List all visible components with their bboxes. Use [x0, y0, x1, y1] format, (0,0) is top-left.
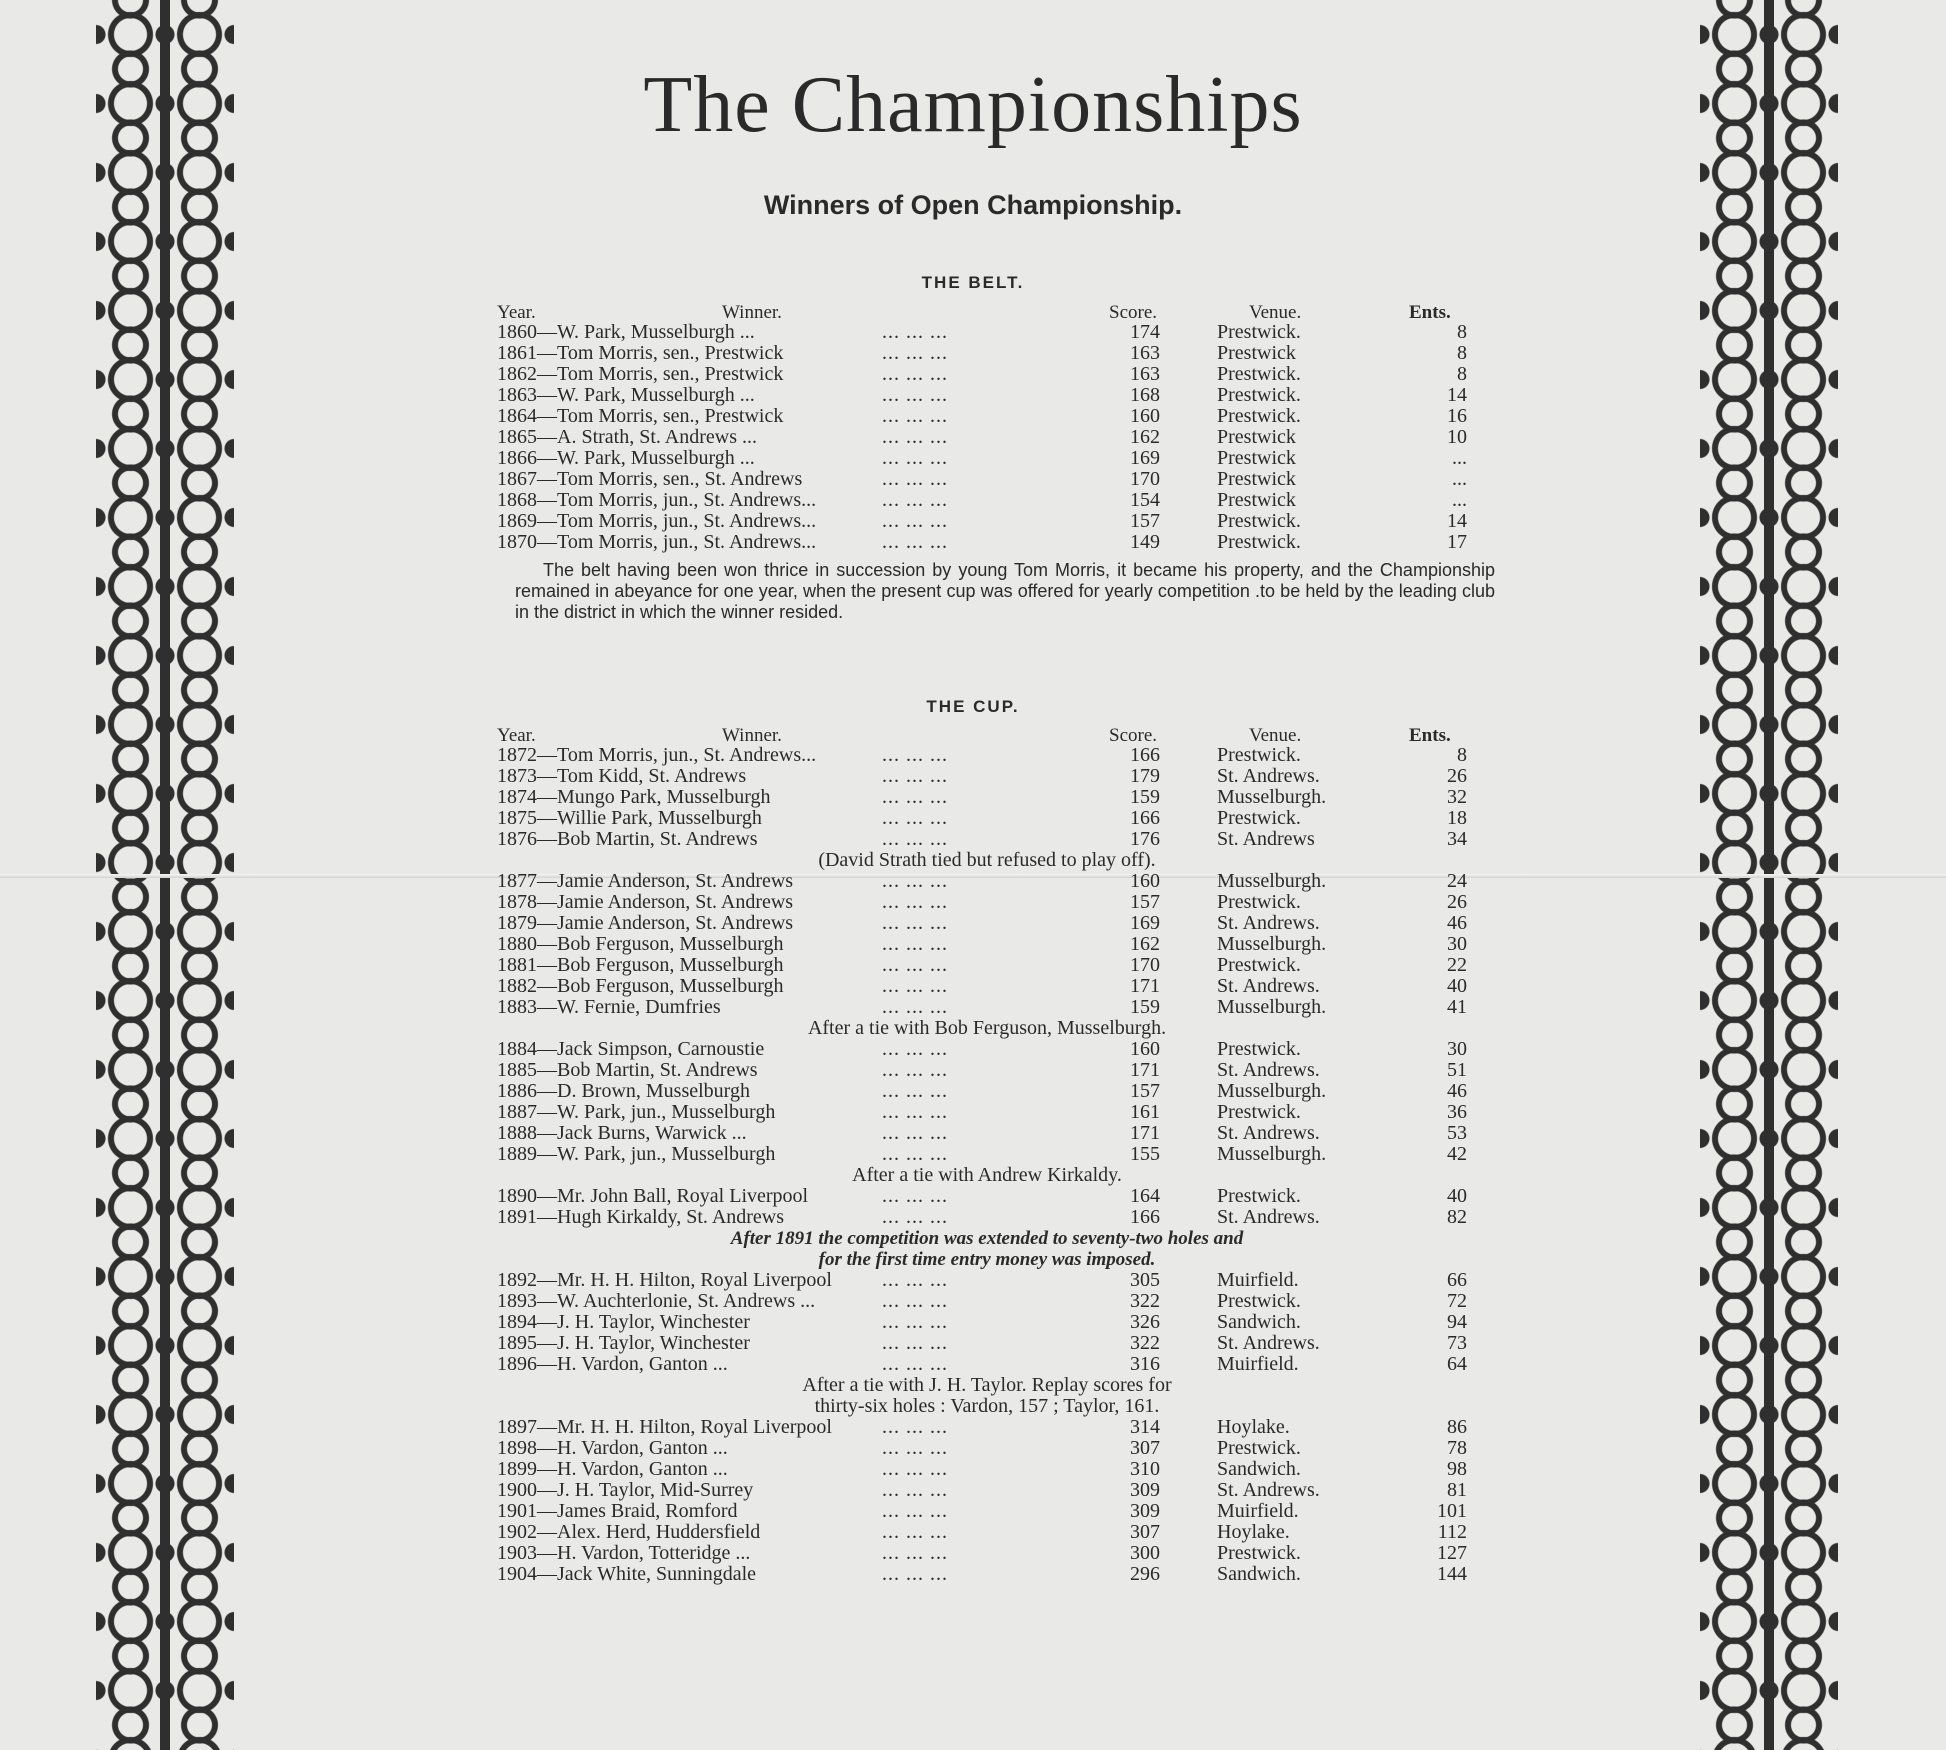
score-cell: 171: [1130, 1059, 1160, 1081]
cup-row: [497, 1501, 1477, 1522]
leader-dots: ... ... ...: [882, 1101, 948, 1123]
score-cell: 157: [1130, 891, 1160, 913]
winner-cell: 1886—D. Brown, Musselburgh: [497, 1080, 750, 1102]
col-year-header: Year.: [497, 725, 536, 746]
leader-dots: ... ... ...: [882, 1290, 948, 1312]
winner-cell: 1901—James Braid, Romford: [497, 1500, 738, 1522]
score-cell: 163: [1130, 342, 1160, 364]
leader-dots: ... ... ...: [882, 1521, 948, 1543]
score-cell: 322: [1130, 1332, 1160, 1354]
ents-cell: 16: [1447, 405, 1467, 427]
score-cell: 310: [1130, 1458, 1160, 1480]
winner-cell: 1881—Bob Ferguson, Musselburgh: [497, 954, 784, 976]
score-cell: 296: [1130, 1563, 1160, 1585]
score-cell: 162: [1130, 426, 1160, 448]
winner-cell: 1880—Bob Ferguson, Musselburgh: [497, 933, 784, 955]
score-cell: 307: [1130, 1521, 1160, 1543]
venue-cell: Prestwick: [1217, 447, 1296, 469]
winner-cell: 1863—W. Park, Musselburgh ...: [497, 384, 755, 406]
cup-row: [497, 1270, 1477, 1291]
leader-dots: ... ... ...: [882, 1563, 948, 1585]
cup-row: [497, 1564, 1477, 1585]
winner-cell: 1899—H. Vardon, Ganton ...: [497, 1458, 728, 1480]
leader-dots: ... ... ...: [882, 1416, 948, 1438]
ents-cell: 8: [1457, 321, 1467, 343]
venue-cell: Prestwick.: [1217, 405, 1301, 427]
ents-cell: 14: [1447, 384, 1467, 406]
leader-dots: ... ... ...: [882, 1185, 948, 1207]
cup-note: After a tie with J. H. Taylor. Replay scores for: [802, 1374, 1172, 1396]
cup-row: [497, 934, 1477, 955]
venue-cell: Musselburgh.: [1217, 870, 1327, 892]
ents-cell: ...: [1452, 468, 1467, 490]
leader-dots: ... ... ...: [882, 1143, 948, 1165]
winner-cell: 1892—Mr. H. H. Hilton, Royal Liverpool: [497, 1269, 832, 1291]
score-cell: 309: [1130, 1500, 1160, 1522]
venue-cell: St. Andrews: [1217, 828, 1315, 850]
venue-cell: Prestwick.: [1217, 1290, 1301, 1312]
venue-cell: Prestwick: [1217, 342, 1296, 364]
leader-dots: ... ... ...: [882, 1500, 948, 1522]
venue-cell: Prestwick.: [1217, 510, 1301, 532]
leader-dots: ... ... ...: [882, 1353, 948, 1375]
ents-cell: 82: [1447, 1206, 1467, 1228]
leader-dots: ... ... ...: [882, 996, 948, 1018]
ents-cell: 64: [1447, 1353, 1467, 1375]
score-cell: 154: [1130, 489, 1160, 511]
col-venue-header: Venue.: [1249, 725, 1302, 746]
venue-cell: St. Andrews.: [1217, 765, 1320, 787]
leader-dots: ... ... ...: [882, 510, 948, 532]
venue-cell: St. Andrews.: [1217, 1206, 1320, 1228]
col-venue-header: Venue.: [1249, 302, 1302, 323]
winner-cell: 1868—Tom Morris, jun., St. Andrews...: [497, 489, 817, 511]
cup-row: [497, 1543, 1477, 1564]
ents-cell: 8: [1457, 342, 1467, 364]
belt-rows: [497, 322, 1477, 553]
score-cell: 157: [1130, 1080, 1160, 1102]
winner-cell: 1887—W. Park, jun., Musselburgh: [497, 1101, 776, 1123]
belt-paragraph: The belt having been won thrice in succession by young Tom Morris, it became his property, and the Championship remained in abeyance for one year, when the present cup was offered for yearly competition .to be held by the leading club in the district in which the winner resided.: [515, 560, 1495, 622]
winner-cell: 1869—Tom Morris, jun., St. Andrews...: [497, 510, 817, 532]
cup-note: After a tie with Andrew Kirkaldy.: [852, 1164, 1122, 1186]
leader-dots: ... ... ...: [882, 1458, 948, 1480]
belt-table: [497, 304, 1477, 553]
col-winner-header: Winner.: [722, 302, 782, 323]
ents-cell: 26: [1447, 891, 1467, 913]
ents-cell: 53: [1447, 1122, 1467, 1144]
cup-row: [497, 1102, 1477, 1123]
belt-row: [497, 469, 1477, 490]
cup-row: [497, 1480, 1477, 1501]
venue-cell: St. Andrews.: [1217, 912, 1320, 934]
cup-note: thirty-six holes : Vardon, 157 ; Taylor, 161.: [814, 1395, 1160, 1417]
ents-cell: ...: [1452, 489, 1467, 511]
cup-row: [497, 1312, 1477, 1333]
belt-table-header: [497, 304, 1477, 322]
leader-dots: ... ... ...: [882, 828, 948, 850]
page-subtitle: Winners of Open Championship.: [763, 190, 1183, 220]
cup-row: [497, 829, 1477, 850]
winner-cell: 1870—Tom Morris, jun., St. Andrews...: [497, 531, 817, 553]
winner-cell: 1902—Alex. Herd, Huddersfield: [497, 1521, 761, 1543]
venue-cell: Muirfield.: [1217, 1500, 1299, 1522]
score-cell: 159: [1130, 786, 1160, 808]
venue-cell: Hoylake.: [1217, 1521, 1290, 1543]
venue-cell: Prestwick: [1217, 468, 1296, 490]
venue-cell: Sandwich.: [1217, 1311, 1301, 1333]
cup-row: [497, 1081, 1477, 1102]
winner-cell: 1861—Tom Morris, sen., Prestwick: [497, 342, 784, 364]
leader-dots: ... ... ...: [882, 405, 948, 427]
leader-dots: ... ... ...: [882, 912, 948, 934]
venue-cell: Prestwick.: [1217, 1542, 1301, 1564]
cup-row: [497, 808, 1477, 829]
score-cell: 169: [1130, 912, 1160, 934]
score-cell: 160: [1130, 870, 1160, 892]
cup-row: [497, 1459, 1477, 1480]
ents-cell: 30: [1447, 933, 1467, 955]
winner-cell: 1893—W. Auchterlonie, St. Andrews ...: [497, 1290, 816, 1312]
venue-cell: Prestwick.: [1217, 1185, 1301, 1207]
cup-row: [497, 1417, 1477, 1438]
ents-cell: 66: [1447, 1269, 1467, 1291]
winner-cell: 1889—W. Park, jun., Musselburgh: [497, 1143, 776, 1165]
ents-cell: 86: [1447, 1416, 1467, 1438]
ents-cell: 14: [1447, 510, 1467, 532]
ents-cell: 46: [1447, 912, 1467, 934]
venue-cell: St. Andrews.: [1217, 1122, 1320, 1144]
venue-cell: Prestwick.: [1217, 807, 1301, 829]
venue-cell: Sandwich.: [1217, 1458, 1301, 1480]
leader-dots: ... ... ...: [882, 426, 948, 448]
winner-cell: 1877—Jamie Anderson, St. Andrews: [497, 870, 794, 892]
cup-row: [497, 1060, 1477, 1081]
col-score-header: Score.: [1109, 302, 1158, 323]
cup-row: [497, 1354, 1477, 1375]
winner-cell: 1898—H. Vardon, Ganton ...: [497, 1437, 728, 1459]
leader-dots: ... ... ...: [882, 954, 948, 976]
ents-cell: 24: [1447, 870, 1467, 892]
venue-cell: Prestwick.: [1217, 531, 1301, 553]
cup-row: [497, 892, 1477, 913]
score-cell: 170: [1130, 468, 1160, 490]
cup-row: [497, 1291, 1477, 1312]
venue-cell: St. Andrews.: [1217, 975, 1320, 997]
ents-cell: 72: [1447, 1290, 1467, 1312]
ents-cell: 73: [1447, 1332, 1467, 1354]
leader-dots: ... ... ...: [882, 870, 948, 892]
ents-cell: 112: [1437, 1521, 1467, 1543]
cup-row: [497, 1039, 1477, 1060]
belt-row: [497, 448, 1477, 469]
winner-cell: 1884—Jack Simpson, Carnoustie: [497, 1038, 765, 1060]
score-cell: 171: [1130, 1122, 1160, 1144]
score-cell: 174: [1130, 321, 1160, 343]
leader-dots: ... ... ...: [882, 891, 948, 913]
score-cell: 326: [1130, 1311, 1160, 1333]
venue-cell: Muirfield.: [1217, 1353, 1299, 1375]
winner-cell: 1903—H. Vardon, Totteridge ...: [497, 1542, 751, 1564]
venue-cell: Musselburgh.: [1217, 933, 1327, 955]
ents-cell: 98: [1447, 1458, 1467, 1480]
ents-cell: 94: [1447, 1311, 1467, 1333]
winner-cell: 1874—Mungo Park, Musselburgh: [497, 786, 771, 808]
winner-cell: 1865—A. Strath, St. Andrews ...: [497, 426, 757, 448]
leader-dots: ... ... ...: [882, 933, 948, 955]
cup-row: [497, 1207, 1477, 1228]
leader-dots: ... ... ...: [882, 447, 948, 469]
venue-cell: Prestwick: [1217, 426, 1296, 448]
winner-cell: 1875—Willie Park, Musselburgh: [497, 807, 762, 829]
score-cell: 179: [1130, 765, 1160, 787]
ents-cell: 101: [1437, 1500, 1467, 1522]
score-cell: 159: [1130, 996, 1160, 1018]
venue-cell: Prestwick.: [1217, 954, 1301, 976]
cup-row: [497, 787, 1477, 808]
ents-cell: 41: [1447, 996, 1467, 1018]
cup-row: [497, 745, 1477, 766]
col-score-header: Score.: [1109, 725, 1158, 746]
col-winner-header: Winner.: [722, 725, 782, 746]
winner-cell: 1864—Tom Morris, sen., Prestwick: [497, 405, 784, 427]
score-cell: 157: [1130, 510, 1160, 532]
cup-row: [497, 1522, 1477, 1543]
leader-dots: ... ... ...: [882, 1038, 948, 1060]
winner-cell: 1873—Tom Kidd, St. Andrews: [497, 765, 747, 787]
venue-cell: Prestwick.: [1217, 1038, 1301, 1060]
cup-row: [497, 913, 1477, 934]
venue-cell: Prestwick.: [1217, 1437, 1301, 1459]
winner-cell: 1894—J. H. Taylor, Winchester: [497, 1311, 750, 1333]
ents-cell: 36: [1447, 1101, 1467, 1123]
cup-rows: [497, 745, 1477, 1585]
venue-cell: Hoylake.: [1217, 1416, 1290, 1438]
belt-row: [497, 511, 1477, 532]
venue-cell: Prestwick.: [1217, 321, 1301, 343]
cup-heading: THE CUP.: [926, 697, 1020, 716]
score-cell: 300: [1130, 1542, 1160, 1564]
leader-dots: ... ... ...: [882, 786, 948, 808]
belt-row: [497, 385, 1477, 406]
score-cell: 166: [1130, 1206, 1160, 1228]
winner-cell: 1867—Tom Morris, sen., St. Andrews: [497, 468, 803, 490]
cup-row: [497, 976, 1477, 997]
venue-cell: Prestwick.: [1217, 384, 1301, 406]
leader-dots: ... ... ...: [882, 807, 948, 829]
winner-cell: 1876—Bob Martin, St. Andrews: [497, 828, 758, 850]
ents-cell: 40: [1447, 975, 1467, 997]
score-cell: 168: [1130, 384, 1160, 406]
leader-dots: ... ... ...: [882, 1437, 948, 1459]
cup-note: (David Strath tied but refused to play off).: [818, 849, 1156, 871]
venue-cell: St. Andrews.: [1217, 1332, 1320, 1354]
leader-dots: ... ... ...: [882, 1311, 948, 1333]
belt-row: [497, 427, 1477, 448]
score-cell: 307: [1130, 1437, 1160, 1459]
score-cell: 161: [1130, 1101, 1160, 1123]
venue-cell: Prestwick.: [1217, 891, 1301, 913]
ents-cell: 17: [1447, 531, 1467, 553]
belt-row: [497, 322, 1477, 343]
venue-cell: Musselburgh.: [1217, 1080, 1327, 1102]
score-cell: 166: [1130, 807, 1160, 829]
winner-cell: 1895—J. H. Taylor, Winchester: [497, 1332, 750, 1354]
cup-note: After 1891 the competition was extended to seventy-two holes and: [730, 1228, 1244, 1249]
score-cell: 176: [1130, 828, 1160, 850]
score-cell: 171: [1130, 975, 1160, 997]
winner-cell: 1904—Jack White, Sunningdale: [497, 1563, 757, 1585]
cup-row: [497, 1123, 1477, 1144]
leader-dots: ... ... ...: [882, 321, 948, 343]
col-year-header: Year.: [497, 302, 536, 323]
venue-cell: Sandwich.: [1217, 1563, 1301, 1585]
venue-cell: Musselburgh.: [1217, 1143, 1327, 1165]
ents-cell: ...: [1452, 447, 1467, 469]
venue-cell: Prestwick.: [1217, 744, 1301, 766]
cup-row: [497, 871, 1477, 892]
venue-cell: Muirfield.: [1217, 1269, 1299, 1291]
cup-row: [497, 1438, 1477, 1459]
score-cell: 164: [1130, 1185, 1160, 1207]
score-cell: 155: [1130, 1143, 1160, 1165]
leader-dots: ... ... ...: [882, 765, 948, 787]
score-cell: 170: [1130, 954, 1160, 976]
winner-cell: 1879—Jamie Anderson, St. Andrews: [497, 912, 794, 934]
ents-cell: 8: [1457, 363, 1467, 385]
ents-cell: 10: [1447, 426, 1467, 448]
winner-cell: 1897—Mr. H. H. Hilton, Royal Liverpool: [497, 1416, 832, 1438]
belt-row: [497, 490, 1477, 511]
belt-heading: THE BELT.: [921, 273, 1025, 292]
score-cell: 160: [1130, 1038, 1160, 1060]
venue-cell: St. Andrews.: [1217, 1479, 1320, 1501]
leader-dots: ... ... ...: [882, 744, 948, 766]
leader-dots: ... ... ...: [882, 1479, 948, 1501]
leader-dots: ... ... ...: [882, 1122, 948, 1144]
ents-cell: 42: [1447, 1143, 1467, 1165]
ents-cell: 30: [1447, 1038, 1467, 1060]
winner-cell: 1860—W. Park, Musselburgh ...: [497, 321, 755, 343]
cup-row: [497, 1186, 1477, 1207]
ents-cell: 46: [1447, 1080, 1467, 1102]
venue-cell: St. Andrews.: [1217, 1059, 1320, 1081]
winner-cell: 1900—J. H. Taylor, Mid-Surrey: [497, 1479, 754, 1501]
winner-cell: 1872—Tom Morris, jun., St. Andrews...: [497, 744, 817, 766]
ents-cell: 144: [1437, 1563, 1467, 1585]
winner-cell: 1891—Hugh Kirkaldy, St. Andrews: [497, 1206, 785, 1228]
score-cell: 169: [1130, 447, 1160, 469]
cup-table-header: [497, 727, 1477, 745]
winner-cell: 1862—Tom Morris, sen., Prestwick: [497, 363, 784, 385]
cup-note: After a tie with Bob Ferguson, Musselburgh.: [807, 1017, 1167, 1039]
ents-cell: 127: [1437, 1542, 1467, 1564]
cup-row: [497, 1144, 1477, 1165]
score-cell: 163: [1130, 363, 1160, 385]
belt-row: [497, 406, 1477, 427]
leader-dots: ... ... ...: [882, 1206, 948, 1228]
leader-dots: ... ... ...: [882, 363, 948, 385]
ents-cell: 18: [1447, 807, 1467, 829]
venue-cell: Prestwick.: [1217, 1101, 1301, 1123]
cup-note: for the first time entry money was imposed.: [818, 1249, 1156, 1270]
cup-row: [497, 997, 1477, 1018]
leader-dots: ... ... ...: [882, 1332, 948, 1354]
score-cell: 322: [1130, 1290, 1160, 1312]
venue-cell: Musselburgh.: [1217, 996, 1327, 1018]
leader-dots: ... ... ...: [882, 1269, 948, 1291]
cup-row: [497, 955, 1477, 976]
leader-dots: ... ... ...: [882, 1080, 948, 1102]
leader-dots: ... ... ...: [882, 342, 948, 364]
cup-table: [497, 727, 1477, 1585]
score-cell: 316: [1130, 1353, 1160, 1375]
winner-cell: 1882—Bob Ferguson, Musselburgh: [497, 975, 784, 997]
ents-cell: 40: [1447, 1185, 1467, 1207]
belt-row: [497, 364, 1477, 385]
winner-cell: 1888—Jack Burns, Warwick ...: [497, 1122, 747, 1144]
score-cell: 305: [1130, 1269, 1160, 1291]
score-cell: 162: [1130, 933, 1160, 955]
leader-dots: ... ... ...: [882, 1059, 948, 1081]
score-cell: 314: [1130, 1416, 1160, 1438]
venue-cell: Prestwick.: [1217, 363, 1301, 385]
belt-row: [497, 532, 1477, 553]
leader-dots: ... ... ...: [882, 489, 948, 511]
venue-cell: Prestwick: [1217, 489, 1296, 511]
leader-dots: ... ... ...: [882, 468, 948, 490]
ents-cell: 78: [1447, 1437, 1467, 1459]
leader-dots: ... ... ...: [882, 1542, 948, 1564]
score-cell: 149: [1130, 531, 1160, 553]
ents-cell: 34: [1447, 828, 1467, 850]
winner-cell: 1885—Bob Martin, St. Andrews: [497, 1059, 758, 1081]
page-title: The Championships: [643, 61, 1303, 149]
winner-cell: 1878—Jamie Anderson, St. Andrews: [497, 891, 794, 913]
winner-cell: 1890—Mr. John Ball, Royal Liverpool: [497, 1185, 809, 1207]
winner-cell: 1896—H. Vardon, Ganton ...: [497, 1353, 728, 1375]
ents-cell: 26: [1447, 765, 1467, 787]
ents-cell: 22: [1447, 954, 1467, 976]
cup-row: [497, 1333, 1477, 1354]
col-ents-header: Ents.: [1409, 725, 1451, 746]
belt-row: [497, 343, 1477, 364]
venue-cell: Musselburgh.: [1217, 786, 1327, 808]
ents-cell: 51: [1447, 1059, 1467, 1081]
leader-dots: ... ... ...: [882, 531, 948, 553]
cup-row: [497, 766, 1477, 787]
leader-dots: ... ... ...: [882, 975, 948, 997]
score-cell: 309: [1130, 1479, 1160, 1501]
winner-cell: 1883—W. Fernie, Dumfries: [497, 996, 721, 1018]
ents-cell: 81: [1447, 1479, 1467, 1501]
winner-cell: 1866—W. Park, Musselburgh ...: [497, 447, 755, 469]
leader-dots: ... ... ...: [882, 384, 948, 406]
ents-cell: 8: [1457, 744, 1467, 766]
score-cell: 160: [1130, 405, 1160, 427]
score-cell: 166: [1130, 744, 1160, 766]
ents-cell: 32: [1447, 786, 1467, 808]
col-ents-header: Ents.: [1409, 302, 1451, 323]
